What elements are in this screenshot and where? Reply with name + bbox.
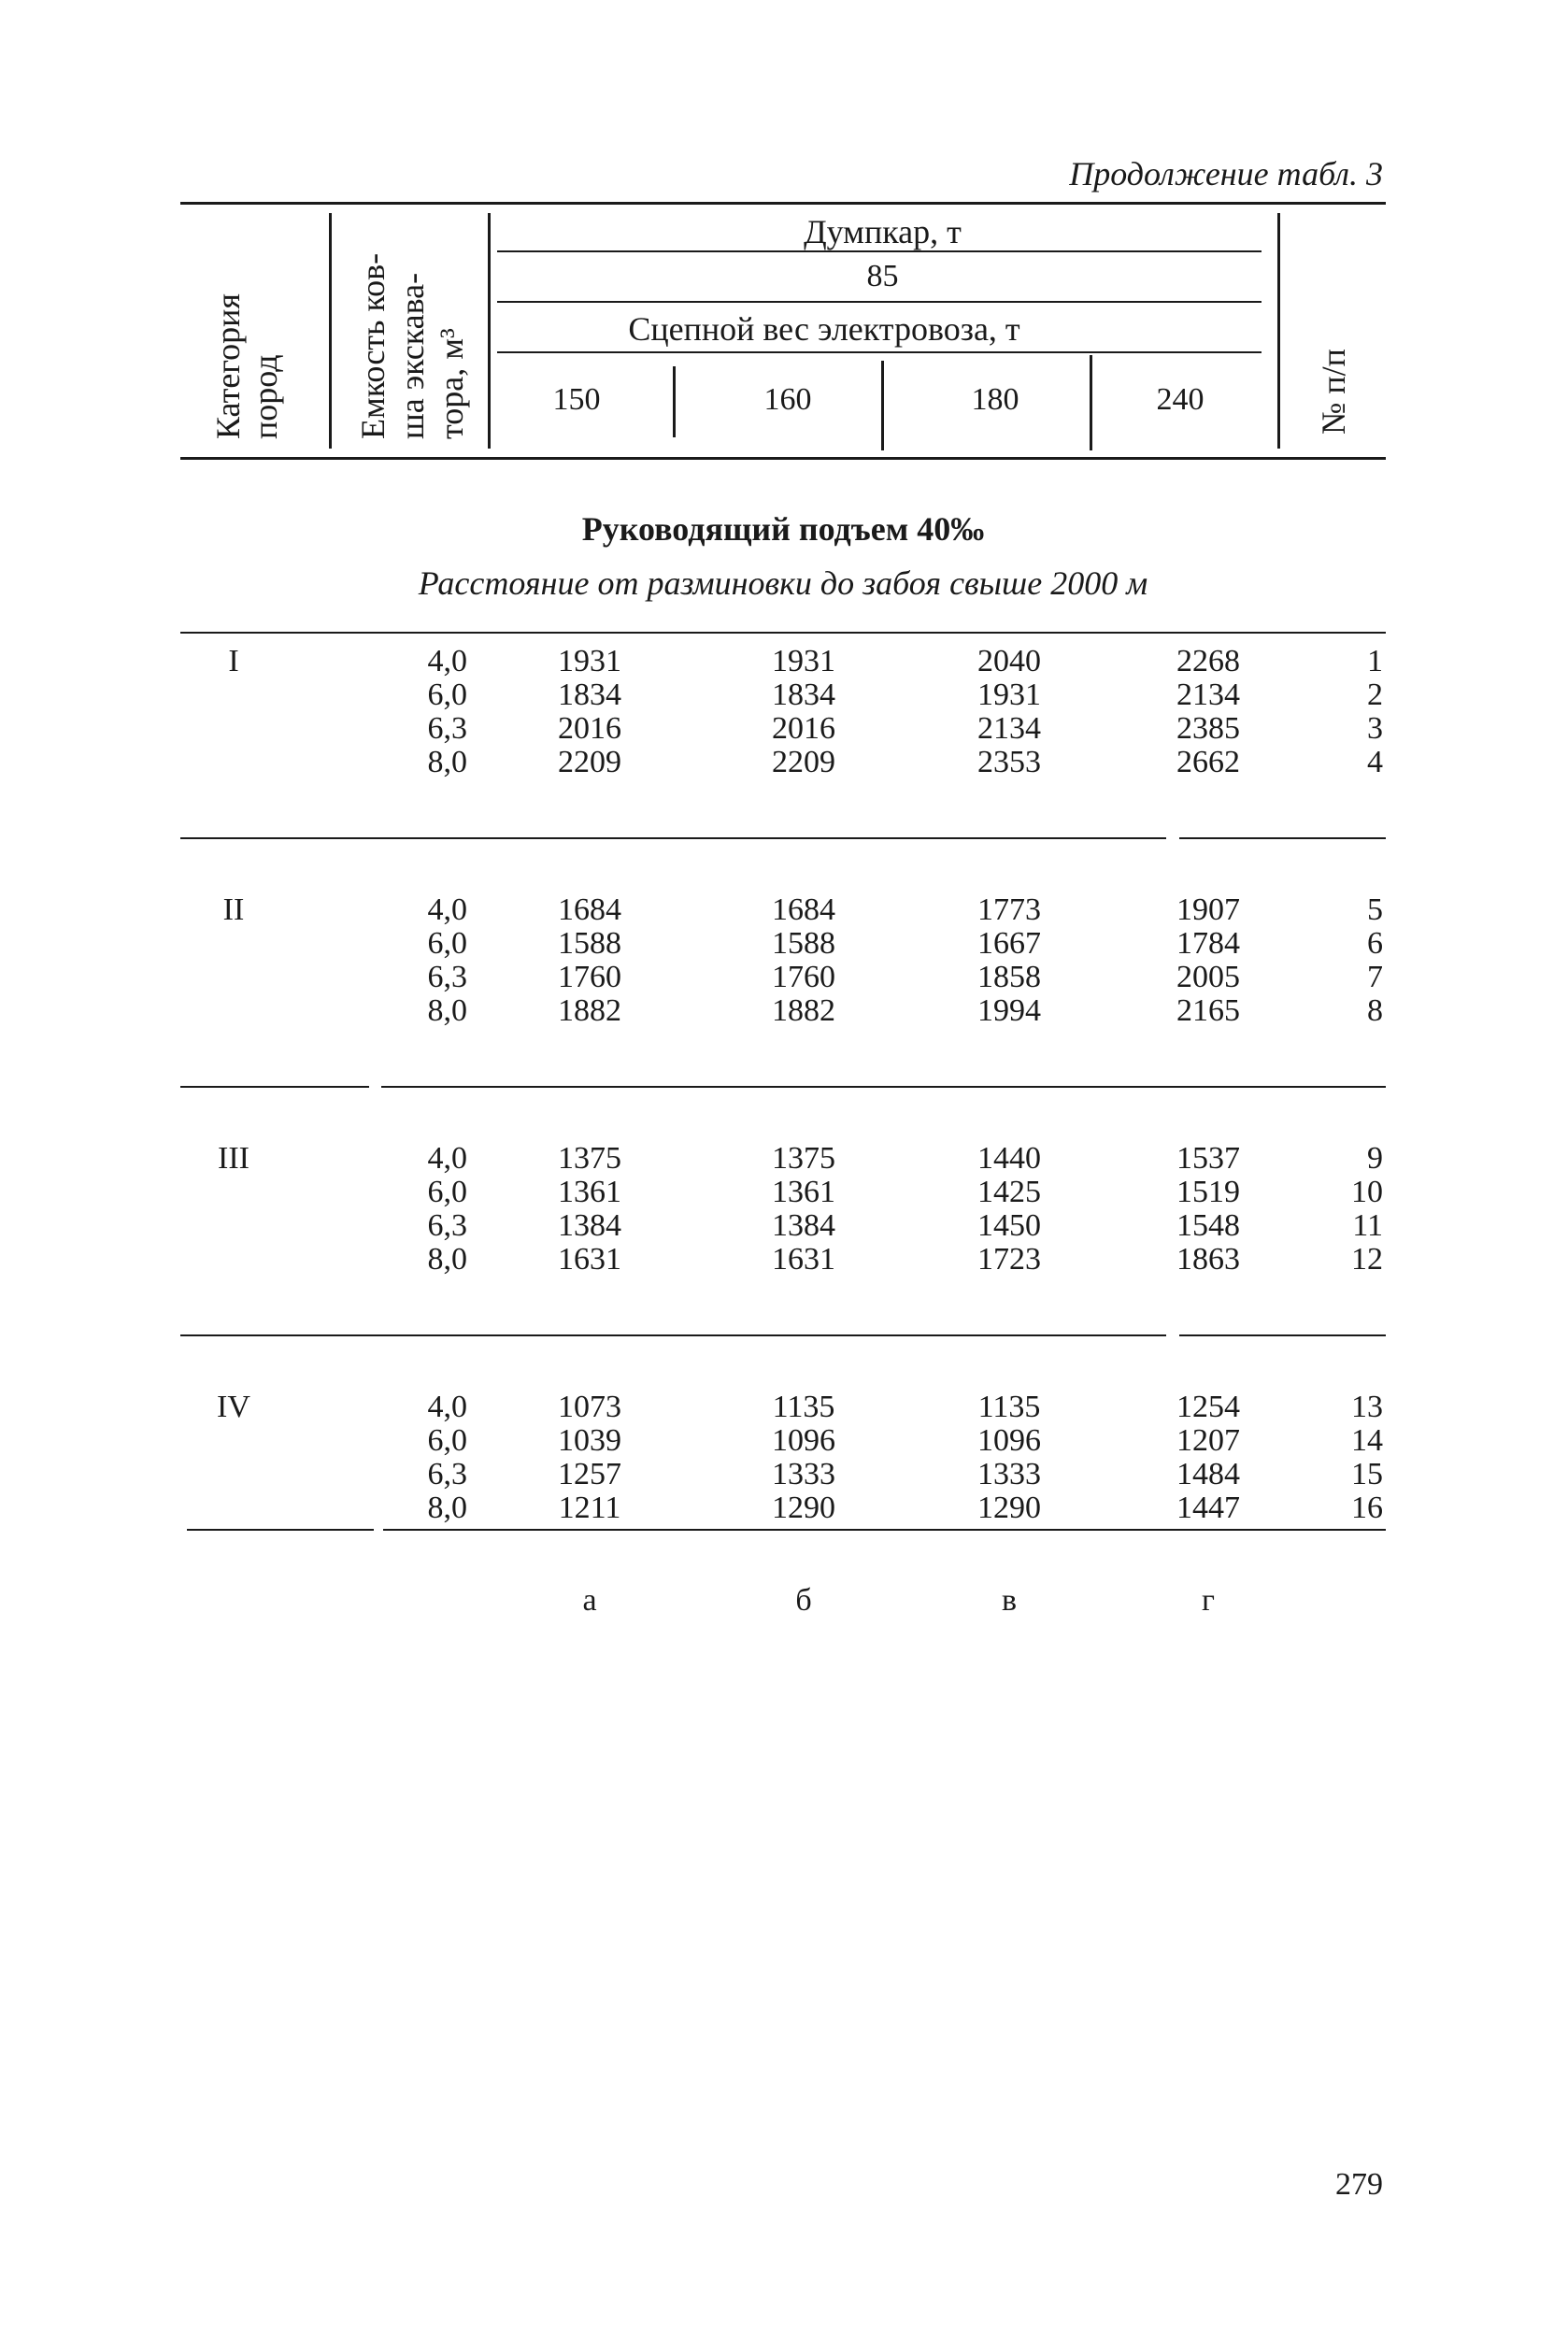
- column-letter-c: в: [1001, 1583, 1018, 1618]
- group-rule-1: [180, 837, 1166, 839]
- header-category: Категория пород: [209, 293, 284, 439]
- value-cell-d: 1254: [1176, 1390, 1240, 1424]
- header-coupling-weight: Сцепной вес электровоза, т: [628, 310, 1020, 348]
- category-label: II: [222, 892, 245, 927]
- value-cell-c: 2353: [977, 745, 1041, 779]
- value-cell-d: 1537: [1176, 1141, 1240, 1176]
- row-number-cell: 14: [1351, 1423, 1383, 1458]
- group-rule-3b: [1179, 1334, 1386, 1336]
- value-cell-d: 1784: [1176, 926, 1240, 961]
- value-cell-a: 1211: [558, 1491, 621, 1525]
- value-cell-c: 1450: [977, 1208, 1041, 1243]
- weight-divider-1: [673, 366, 676, 437]
- row-number-cell: 1: [1367, 644, 1383, 678]
- value-cell-a: 2016: [558, 711, 621, 746]
- value-cell-a: 1375: [558, 1141, 621, 1176]
- value-cell-a: 1931: [558, 644, 621, 678]
- value-cell-d: 1484: [1176, 1457, 1240, 1491]
- column-letter-d: г: [1202, 1583, 1215, 1618]
- row-number-cell: 10: [1351, 1175, 1383, 1209]
- header-divider-3: [1277, 213, 1280, 449]
- row-number-cell: 3: [1367, 711, 1383, 746]
- value-cell-d: 1447: [1176, 1491, 1240, 1525]
- capacity-cell: 4,0: [427, 1390, 467, 1424]
- value-cell-d: 1907: [1176, 892, 1240, 927]
- row-number-cell: 2: [1367, 678, 1383, 712]
- group-rule-2: [180, 1086, 369, 1088]
- row-number-cell: 5: [1367, 892, 1383, 927]
- section-title: Руководящий подъем 40‰: [581, 510, 985, 548]
- value-cell-a: 1039: [558, 1423, 621, 1458]
- dumpcar-rule: [497, 250, 1262, 252]
- value-cell-c: 2134: [977, 711, 1041, 746]
- value-cell-d: 2385: [1176, 711, 1240, 746]
- dumpcar-value-rule: [497, 301, 1262, 303]
- value-cell-c: 2040: [977, 644, 1041, 678]
- value-cell-a: 1631: [558, 1242, 621, 1277]
- value-cell-c: 1096: [977, 1423, 1041, 1458]
- weight-160: 160: [763, 382, 812, 417]
- value-cell-d: 2134: [1176, 678, 1240, 712]
- value-cell-d: 2165: [1176, 993, 1240, 1028]
- table-bottom-rule-a: [187, 1529, 374, 1531]
- value-cell-c: 1333: [977, 1457, 1041, 1491]
- group-rule-3: [180, 1334, 1166, 1336]
- value-cell-c: 1135: [977, 1390, 1041, 1424]
- category-label: III: [218, 1141, 249, 1176]
- value-cell-a: 1882: [558, 993, 621, 1028]
- value-cell-c: 1858: [977, 960, 1041, 994]
- header-dumpcar-value: 85: [866, 259, 899, 293]
- row-number-cell: 12: [1351, 1242, 1383, 1277]
- value-cell-b: 2016: [772, 711, 835, 746]
- weight-150: 150: [552, 382, 601, 417]
- capacity-cell: 8,0: [427, 1242, 467, 1277]
- value-cell-d: 1519: [1176, 1175, 1240, 1209]
- value-cell-b: 1760: [772, 960, 835, 994]
- capacity-cell: 8,0: [427, 993, 467, 1028]
- row-number-cell: 6: [1367, 926, 1383, 961]
- row-number-cell: 7: [1367, 960, 1383, 994]
- capacity-cell: 6,0: [427, 678, 467, 712]
- header-top-rule: [180, 202, 1386, 205]
- page-number: 279: [1335, 2167, 1383, 2202]
- capacity-cell: 6,3: [427, 1208, 467, 1243]
- table-bottom-rule-b: [383, 1529, 1386, 1531]
- header-dumpcar: Думпкар, т: [804, 213, 962, 250]
- value-cell-a: 1588: [558, 926, 621, 961]
- value-cell-d: 2662: [1176, 745, 1240, 779]
- weight-240: 240: [1156, 382, 1205, 417]
- row-number-cell: 9: [1367, 1141, 1383, 1176]
- value-cell-b: 1361: [772, 1175, 835, 1209]
- value-cell-a: 2209: [558, 745, 621, 779]
- value-cell-a: 1384: [558, 1208, 621, 1243]
- capacity-cell: 6,3: [427, 960, 467, 994]
- value-cell-b: 1588: [772, 926, 835, 961]
- value-cell-c: 1931: [977, 678, 1041, 712]
- value-cell-d: 1863: [1176, 1242, 1240, 1277]
- capacity-cell: 8,0: [427, 745, 467, 779]
- value-cell-b: 1135: [772, 1390, 835, 1424]
- value-cell-b: 1333: [772, 1457, 835, 1491]
- column-letter-b: б: [795, 1583, 812, 1618]
- value-cell-a: 1073: [558, 1390, 621, 1424]
- value-cell-c: 1440: [977, 1141, 1041, 1176]
- value-cell-b: 1384: [772, 1208, 835, 1243]
- header-bottom-rule: [180, 457, 1386, 460]
- capacity-cell: 6,0: [427, 1175, 467, 1209]
- row-number-cell: 11: [1352, 1208, 1383, 1243]
- capacity-cell: 6,3: [427, 1457, 467, 1491]
- value-cell-c: 1667: [977, 926, 1041, 961]
- coupling-rule: [497, 351, 1262, 353]
- value-cell-a: 1361: [558, 1175, 621, 1209]
- value-cell-c: 1425: [977, 1175, 1041, 1209]
- weight-180: 180: [971, 382, 1019, 417]
- row-number-cell: 13: [1351, 1390, 1383, 1424]
- header-row-number: № п/п: [1315, 349, 1352, 435]
- column-letter-a: а: [582, 1583, 597, 1618]
- value-cell-d: 2268: [1176, 644, 1240, 678]
- value-cell-b: 1375: [772, 1141, 835, 1176]
- section-subtitle: Расстояние от разминовки до забоя свыше 2000 м: [418, 564, 1148, 602]
- capacity-cell: 6,0: [427, 1423, 467, 1458]
- header-divider-1: [329, 213, 332, 449]
- capacity-cell: 8,0: [427, 1491, 467, 1525]
- value-cell-d: 1207: [1176, 1423, 1240, 1458]
- value-cell-b: 2209: [772, 745, 835, 779]
- capacity-cell: 6,0: [427, 926, 467, 961]
- group-rule-1b: [1179, 837, 1386, 839]
- capacity-cell: 6,3: [427, 711, 467, 746]
- group-rule-top: [180, 632, 1386, 634]
- row-number-cell: 8: [1367, 993, 1383, 1028]
- value-cell-a: 1257: [558, 1457, 621, 1491]
- value-cell-a: 1684: [558, 892, 621, 927]
- value-cell-b: 1684: [772, 892, 835, 927]
- value-cell-c: 1723: [977, 1242, 1041, 1277]
- row-number-cell: 4: [1367, 745, 1383, 779]
- capacity-cell: 4,0: [427, 892, 467, 927]
- continuation-caption: Продолжение табл. 3: [1069, 155, 1383, 193]
- header-divider-2: [488, 213, 491, 449]
- value-cell-a: 1834: [558, 678, 621, 712]
- row-number-cell: 16: [1351, 1491, 1383, 1525]
- category-label: I: [228, 644, 239, 678]
- value-cell-c: 1290: [977, 1491, 1041, 1525]
- value-cell-b: 1096: [772, 1423, 835, 1458]
- weight-divider-2: [881, 361, 884, 450]
- value-cell-d: 1548: [1176, 1208, 1240, 1243]
- group-rule-2b: [381, 1086, 1386, 1088]
- value-cell-b: 1631: [772, 1242, 835, 1277]
- weight-divider-3: [1090, 355, 1092, 450]
- value-cell-a: 1760: [558, 960, 621, 994]
- value-cell-b: 1882: [772, 993, 835, 1028]
- value-cell-b: 1290: [772, 1491, 835, 1525]
- value-cell-b: 1931: [772, 644, 835, 678]
- capacity-cell: 4,0: [427, 644, 467, 678]
- value-cell-c: 1773: [977, 892, 1041, 927]
- value-cell-c: 1994: [977, 993, 1041, 1028]
- category-label: IV: [217, 1390, 250, 1424]
- value-cell-b: 1834: [772, 678, 835, 712]
- value-cell-d: 2005: [1176, 960, 1240, 994]
- row-number-cell: 15: [1351, 1457, 1383, 1491]
- header-capacity: Емкость ков- ша экскава- тора, м³: [354, 252, 470, 439]
- capacity-cell: 4,0: [427, 1141, 467, 1176]
